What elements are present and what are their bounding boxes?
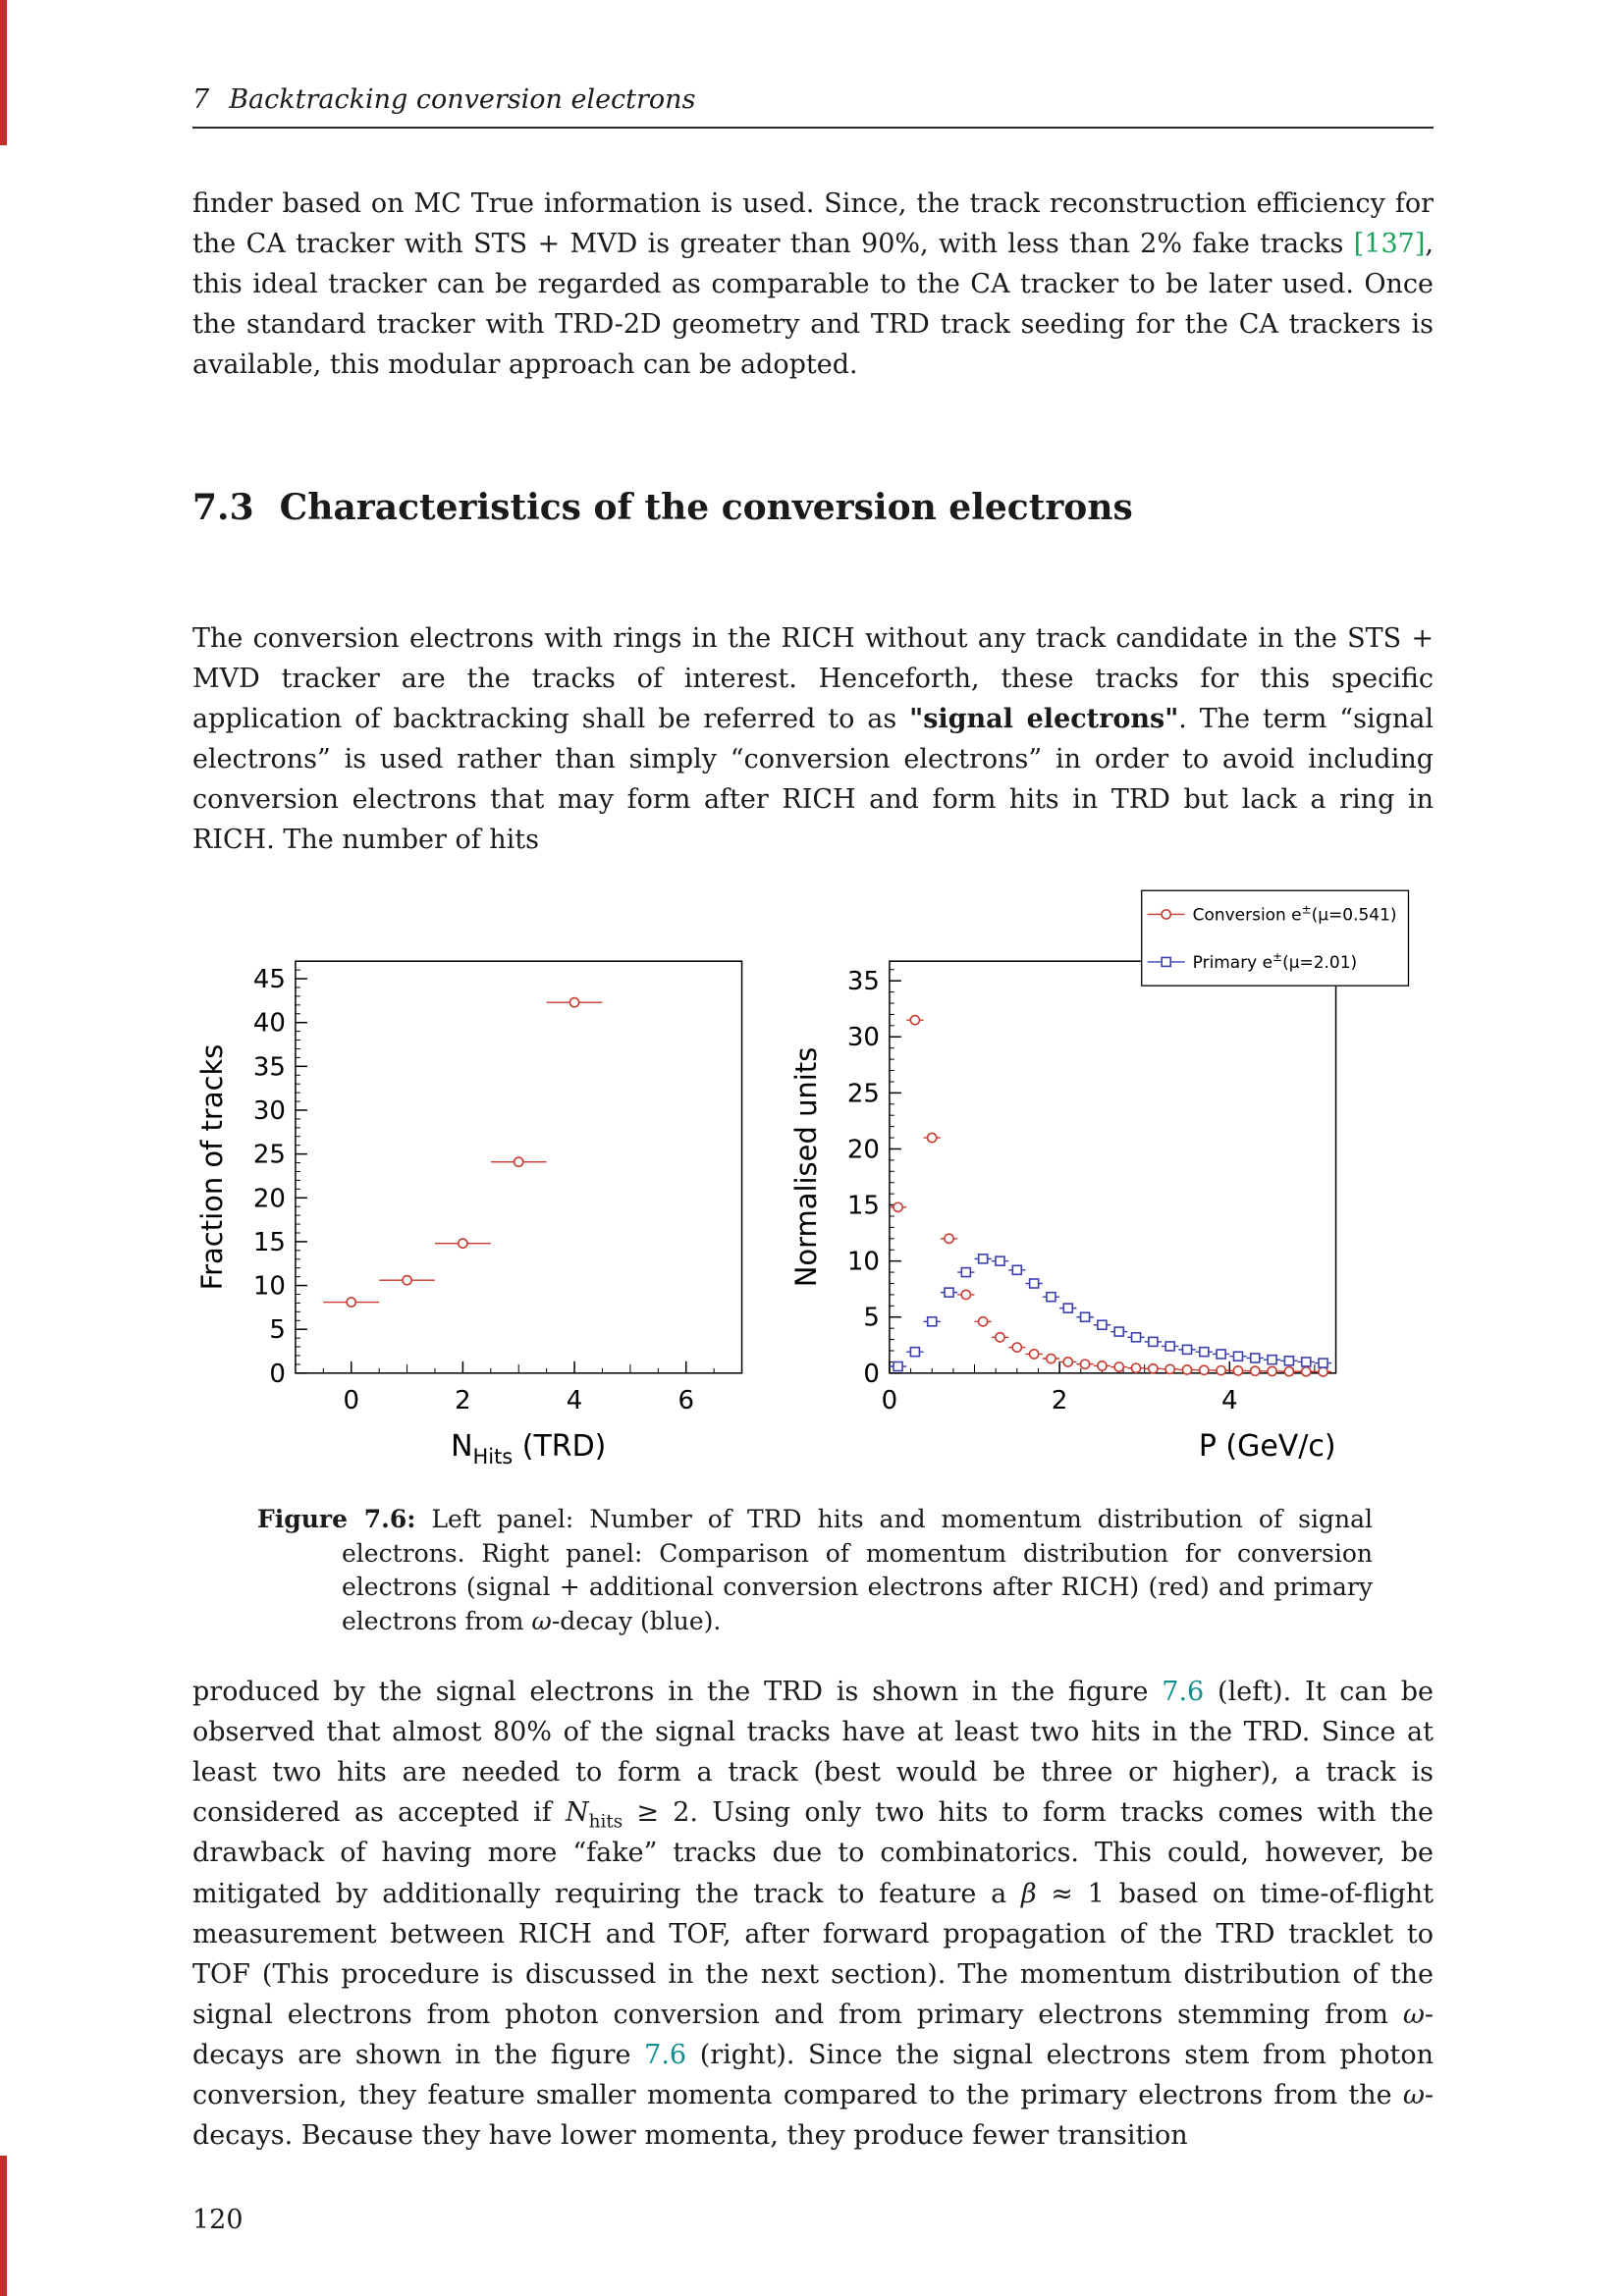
figure-caption xyxy=(257,1503,1373,1638)
text-run: -decays. Because they have lower momenta, they produce fewer transition xyxy=(192,2079,1434,2151)
figure-charts-row xyxy=(192,887,1434,1491)
section-number: 7.3 xyxy=(192,487,254,529)
svg-text:40: 40 xyxy=(252,1009,286,1040)
svg-text:4: 4 xyxy=(566,1386,583,1416)
text-run: N xyxy=(566,1797,589,1829)
svg-text:35: 35 xyxy=(846,967,880,997)
text-run: ω xyxy=(1402,1999,1425,2030)
text-run: "signal electrons" xyxy=(909,704,1179,735)
svg-text:15: 15 xyxy=(846,1191,880,1221)
figure-ref-link[interactable]: 7.6 xyxy=(1162,1677,1205,1708)
svg-text:5: 5 xyxy=(862,1304,880,1334)
chart-trd-hits xyxy=(192,887,767,1491)
text-run: . The term “signal electrons” is used rather than simply “conversion electrons” in order to avoid including conversion electrons that may form after RICH and form hits in TRD but lack a ring in RICH. The number of hits xyxy=(192,704,1434,856)
svg-text:45: 45 xyxy=(252,965,286,995)
x-axis-title: P (GeV/c) xyxy=(1198,1429,1336,1465)
y-axis-title: Normalised units xyxy=(788,1047,823,1288)
paragraph-signal-electrons xyxy=(192,618,1434,860)
section-title: Characteristics of the conversion electrons xyxy=(279,487,1133,529)
text-run: Left panel: Number of TRD hits and momentum distribution of signal electrons. Right panel: Comparison of momentum distribution for conversion electrons (signal + additional conversion electrons after RICH) (red) and primary electrons from xyxy=(342,1505,1373,1635)
text-run: ≥ 2. Using only two hits to form tracks comes with the drawback of having more “fake” tracks due to combinatorics. This could, however, be mitigated by additionally requiring the track to feature a xyxy=(192,1797,1434,1909)
svg-text:30: 30 xyxy=(846,1023,880,1053)
citation-link[interactable]: [137] xyxy=(1353,229,1426,260)
text-run: The conversion electrons with rings in the RICH without any track candidate in the STS + MVD tracker are the tracks of interest. Henceforth, these tracks for this specific application of backtracking shall be referred to as xyxy=(192,623,1434,735)
text-run: , this ideal tracker can be regarded as comparable to the CA tracker to be later used. Once the standard tracker with TRD-2D geometry and TRD track seeding for the CA trackers is available, this modular approach can be adopted. xyxy=(192,229,1434,381)
svg-text:10: 10 xyxy=(846,1247,880,1277)
svg-text:Conversion e±(μ=0.541): Conversion e±(μ=0.541) xyxy=(1192,902,1397,926)
svg-text:2: 2 xyxy=(455,1386,471,1416)
svg-text:0: 0 xyxy=(881,1386,897,1416)
chapter-number: 7 xyxy=(192,84,210,115)
svg-text:25: 25 xyxy=(252,1140,286,1170)
svg-text:4: 4 xyxy=(1220,1386,1238,1416)
figure-7-6 xyxy=(192,887,1434,1638)
svg-text:25: 25 xyxy=(846,1079,880,1109)
page-edge-artifact-top xyxy=(0,0,7,145)
text-run: β xyxy=(1020,1878,1037,1909)
page-edge-artifact-bottom xyxy=(0,2156,7,2296)
svg-text:6: 6 xyxy=(677,1386,694,1416)
text-run: ω xyxy=(531,1606,552,1635)
svg-text:0: 0 xyxy=(343,1386,360,1416)
text-run: ≈ 1 based on time-of-flight measurement between RICH and TOF, after forward propagation of the TRD tracklet to TOF (This procedure is discussed in the next section). The momentum distribution of the signal electrons from photon conversion and from primary electrons stemming from xyxy=(192,1878,1435,2030)
paragraph-intro xyxy=(192,184,1434,385)
text-run: Figure 7.6: xyxy=(257,1505,416,1534)
text-run: hits xyxy=(588,1811,623,1833)
page-number: 120 xyxy=(192,2205,244,2235)
svg-text:35: 35 xyxy=(252,1052,286,1083)
svg-text:10: 10 xyxy=(252,1271,286,1302)
paragraph-discussion xyxy=(192,1672,1434,2155)
running-header xyxy=(192,84,1434,129)
chapter-title: Backtracking conversion electrons xyxy=(229,84,696,115)
svg-text:0: 0 xyxy=(269,1360,286,1390)
plot-frame xyxy=(889,962,1335,1374)
figure-ref-link[interactable]: 7.6 xyxy=(644,2039,687,2070)
svg-text:20: 20 xyxy=(252,1184,286,1214)
chart-momentum-distribution xyxy=(786,887,1434,1491)
text-run: -decay (blue). xyxy=(551,1606,722,1635)
text-run: produced by the signal electrons in the TRD is shown in the figure xyxy=(192,1677,1163,1708)
x-axis-title: $N_{Hits}$ (TRD) xyxy=(451,1429,607,1469)
text-run: (left). It can be observed that almost 80% of the signal tracks have at least two hits in the TRD. Since at least two hits are needed to form a track (best would be three or higher), a track is considered as accepted if xyxy=(192,1677,1434,1829)
svg-text:15: 15 xyxy=(252,1228,286,1258)
y-axis-title: Fraction of tracks xyxy=(194,1043,229,1291)
text-run: ω xyxy=(1402,2079,1425,2110)
svg-text:2: 2 xyxy=(1051,1386,1067,1416)
legend xyxy=(1141,891,1408,987)
text-run: -decays are shown in the figure xyxy=(192,1999,1434,2070)
svg-text:5: 5 xyxy=(269,1315,286,1346)
svg-text:30: 30 xyxy=(252,1096,286,1127)
section-heading xyxy=(192,487,1434,528)
svg-text:0: 0 xyxy=(862,1360,880,1390)
text-run: (right). Since the signal electrons stem from photon conversion, they feature smaller momenta compared to the primary electrons from the xyxy=(192,2039,1434,2110)
svg-text:Primary e±(μ=2.01): Primary e±(μ=2.01) xyxy=(1192,950,1357,974)
svg-text:20: 20 xyxy=(846,1135,880,1165)
text-run: finder based on MC True information is used. Since, the track reconstruction efficiency for the CA tracker with STS + MVD is greater than 90%, with less than 2% fake tracks xyxy=(192,188,1434,260)
